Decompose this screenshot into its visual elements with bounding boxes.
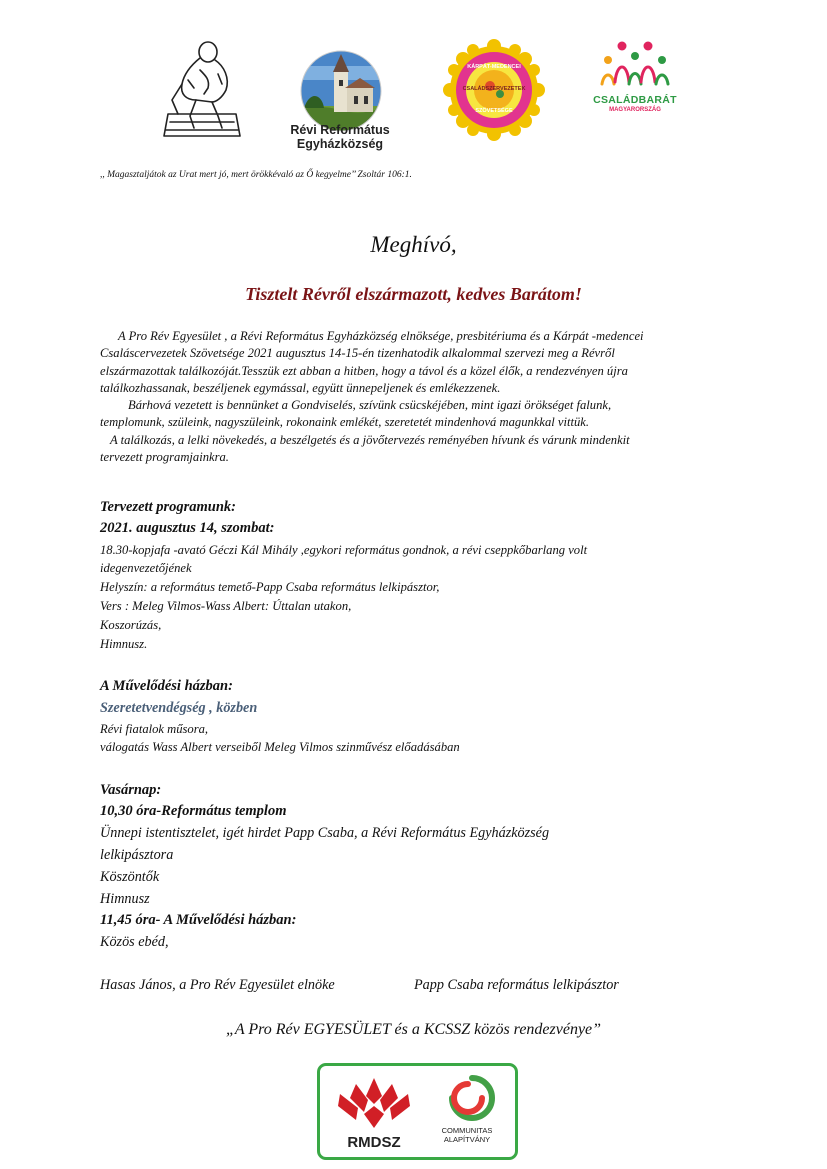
- intro-paragraph: [100, 328, 740, 466]
- intro-line: elszármazottak találkozóját.Tesszük ezt abban a hitben, hogy a távol és a közel élők, a rendezvényen újra: [100, 363, 628, 378]
- culture-house-heading: A Művelődési házban:: [100, 678, 233, 694]
- program-line: Helyszín: a református temető-Papp Csaba református lelkipásztor,: [100, 580, 440, 594]
- communitas-label: [424, 1126, 510, 1144]
- program-line: válogatás Wass Albert verseiből Meleg Vilmos szinművész előadásában: [100, 740, 460, 754]
- sunday-time-1: 10,30 óra-Református templom: [100, 803, 287, 819]
- program-line: 18.30-kopjafa -avató Géczi Kál Mihály ,egykori református gondnok, a révi cseppkőbarlang volt: [100, 543, 588, 557]
- greeting: Tisztelt Révről elszármazott, kedves Barátom!: [245, 284, 582, 304]
- rmdsz-logo: [334, 1074, 414, 1158]
- intro-line: A találkozás, a lelki növekedés, a beszélgetés és a jövőtervezés reményében hívunk és várunk mindenkit: [110, 432, 630, 447]
- program-line: Közös ebéd,: [100, 934, 169, 950]
- bible-quote: ,, Magasztaljátok az Urat mert jó, mert örökkévaló az Ő kegyelme’’ Zsoltár 106:1.: [100, 170, 412, 180]
- intro-line: Csaláscervezetek Szövetsége 2021 augusztus 14-15-én tizenhatodik alkalommal szervezi meg a Révről: [100, 346, 615, 361]
- program-line: idegenvezetőjének: [100, 561, 192, 575]
- signature-right: Papp Csaba református lelkipásztor: [414, 977, 619, 993]
- intro-line: A Pro Rév Egyesület , a Révi Református Egyházközség elnöksége, presbitériuma és a Kárpát -medencei: [118, 329, 644, 343]
- intro-line: templomunk, szüleink, nagyszüleink, rokonaink emlékét, szeretetét mindenhová magunkkal vittük.: [100, 415, 590, 430]
- csaladbarat-logo: [600, 38, 670, 94]
- church-name: [270, 123, 410, 151]
- program-line: Ünnepi istentisztelet, igét hirdet Papp Csaba, a Révi Református Egyházközség: [100, 825, 550, 841]
- program-line: lelkipásztora: [100, 847, 174, 863]
- communitas-line2: ALAPÍTVÁNY: [443, 1135, 491, 1144]
- program-line: Révi fiatalok műsora,: [100, 722, 209, 736]
- program-heading: Tervezett programunk:: [100, 499, 237, 515]
- sculpture-logo: [160, 40, 245, 140]
- kcssz-sun-logo: [440, 38, 548, 142]
- church-logo: [300, 50, 382, 132]
- program-line: Koszorúzás,: [100, 618, 162, 632]
- sun-ring-bottom: SZÖVETSÉGE: [475, 108, 513, 114]
- church-name-line1: Révi Református: [290, 123, 390, 137]
- page-title: Meghívó,: [370, 232, 457, 257]
- sunday-time-2: 11,45 óra- A Művelődési házban:: [100, 912, 297, 928]
- church-name-line2: Egyházközség: [296, 137, 384, 151]
- communitas-circles-icon: [424, 1072, 510, 1124]
- thinker-statue-icon: [160, 40, 245, 140]
- intro-line: találkozhassanak, beszéljenek egymással, együtt ünnepeljenek és emlékezzenek.: [100, 380, 501, 395]
- sun-ring-middle: CSALÁDSZERVEZETEK: [462, 86, 526, 92]
- program-line: Vers : Meleg Vilmos-Wass Albert: Úttalan utakon,: [100, 599, 352, 613]
- intro-line: tervezett programjainkra.: [100, 450, 229, 465]
- tulip-icon: [334, 1074, 414, 1130]
- csaladbarat-line2: MAGYARORSZÁG: [609, 107, 661, 113]
- sun-ring-top: KÁRPÁT-MEDENCEI: [467, 64, 521, 70]
- sunday-heading: Vasárnap:: [100, 782, 162, 798]
- communitas-logo: [424, 1072, 510, 1156]
- culture-subheading: Szeretetvendégség , közben: [100, 700, 258, 716]
- communitas-line1: COMMUNITAS: [441, 1126, 493, 1135]
- csaladbarat-label: [585, 94, 685, 113]
- saturday-heading: 2021. augusztus 14, szombat:: [100, 520, 275, 536]
- rmdsz-label: RMDSZ: [347, 1134, 401, 1151]
- church-icon: [300, 50, 382, 132]
- program-line: Himnusz: [100, 891, 150, 907]
- program-line: Himnusz.: [100, 637, 148, 651]
- family-figures-icon: [600, 38, 670, 94]
- program-line: Köszöntők: [100, 869, 160, 885]
- sponsor-logo-box: [317, 1063, 518, 1160]
- signature-left: Hasas János, a Pro Rév Egyesület elnöke: [100, 977, 335, 993]
- csaladbarat-line1: CSALÁDBARÁT: [593, 94, 677, 106]
- intro-line: Bárhová vezetett is bennünket a Gondviselés, szívünk csücskéjében, mint igazi örökséget falunk,: [128, 398, 612, 413]
- closing-line: „A Pro Rév EGYESÜLET és a KCSSZ közös rendezvénye”: [225, 1021, 602, 1038]
